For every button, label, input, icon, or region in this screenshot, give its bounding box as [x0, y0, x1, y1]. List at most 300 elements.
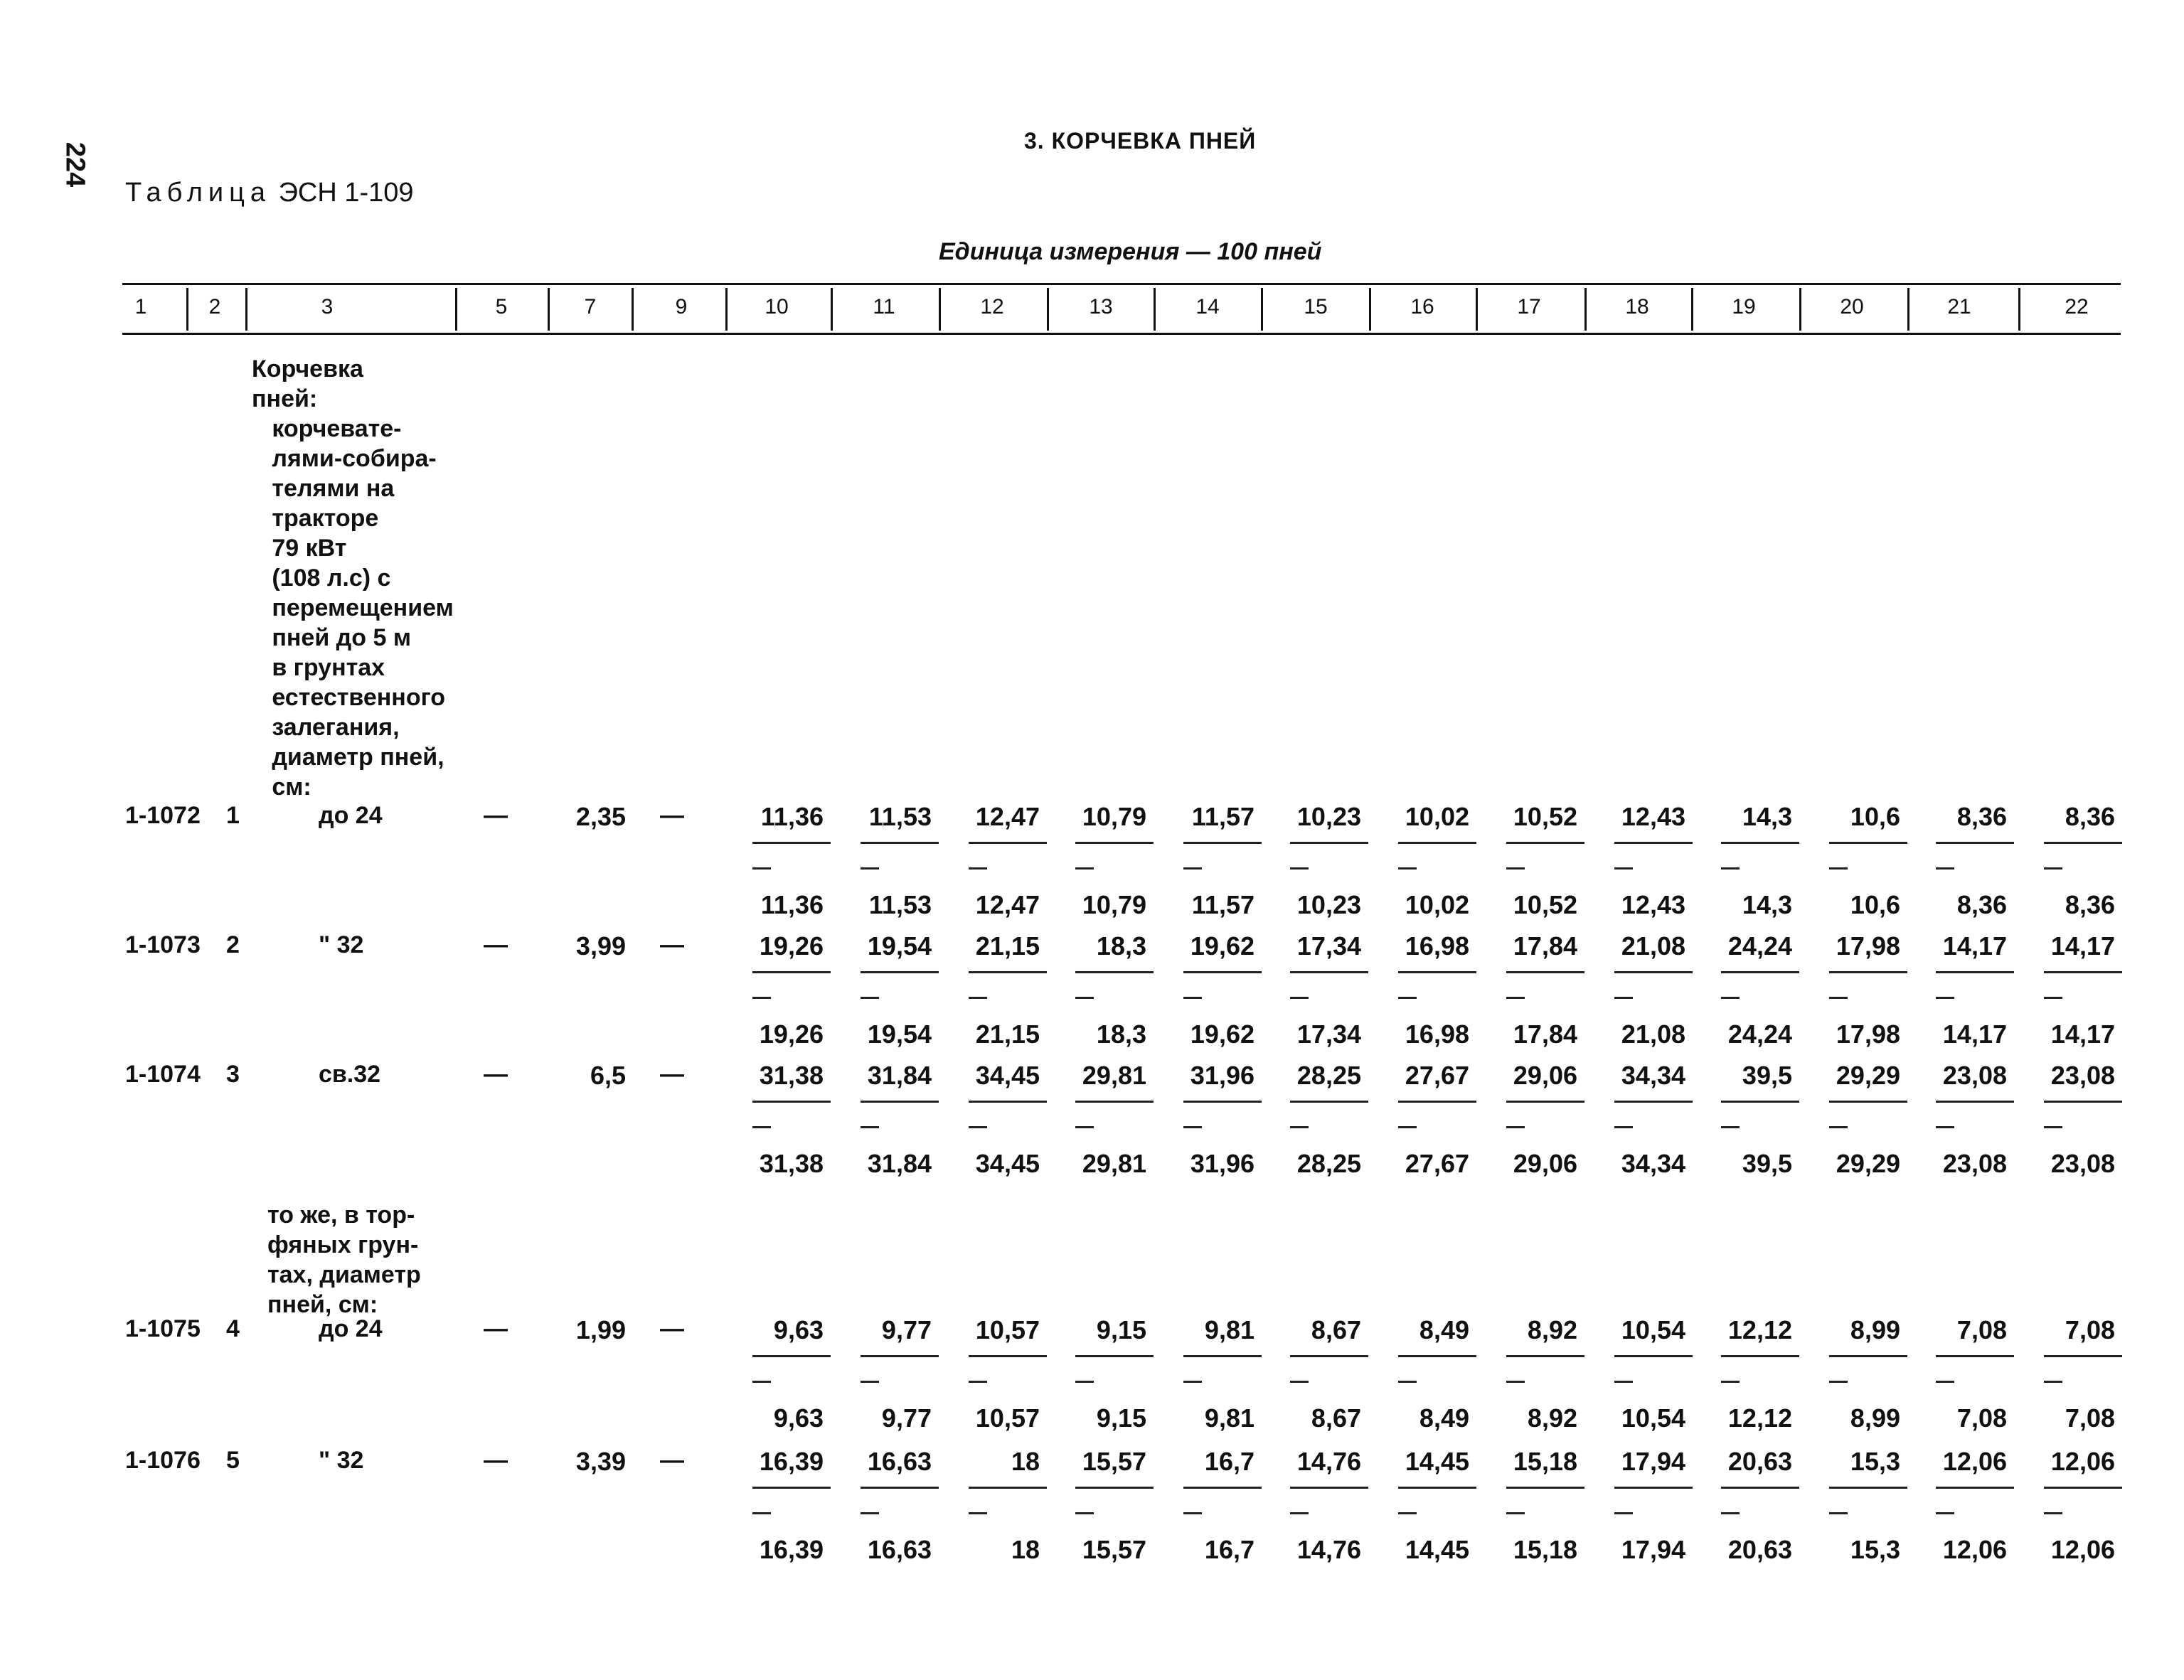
- value-denominator: 27,67: [1405, 1149, 1469, 1178]
- value-numerator: 19,54: [867, 931, 932, 961]
- fraction-bar: [861, 1487, 939, 1489]
- fraction-bar: [1075, 1487, 1154, 1489]
- header-col-14: 14: [1195, 295, 1220, 319]
- fraction-bar: [1183, 842, 1262, 844]
- value-numerator: 12,47: [975, 802, 1040, 831]
- value-numerator: 29,81: [1082, 1061, 1146, 1090]
- value-numerator: 8,99: [1850, 1315, 1900, 1344]
- group-description-natural-soil: Корчевка пней: корчевате- лями-собира- телями на тракторе 79 кВт (108 л.с) с перемещением пней до 5 м в грунтах естественного залегания, диаметр пней, см:: [252, 355, 454, 801]
- page-number: 224: [60, 141, 90, 188]
- value-denominator: 8,99: [1850, 1403, 1900, 1433]
- header-separator: [725, 288, 728, 331]
- fraction-bar: [861, 842, 939, 844]
- value-denominator: 8,92: [1527, 1403, 1577, 1433]
- denominator-dash: [2044, 1126, 2062, 1128]
- value-denominator: 16,39: [759, 1535, 824, 1564]
- header-separator: [548, 288, 550, 331]
- value-denominator: 14,17: [2050, 1020, 2115, 1049]
- value-denominator: 12,06: [2050, 1535, 2115, 1564]
- fraction-bar: [1614, 971, 1693, 973]
- value-numerator: 12,43: [1621, 802, 1685, 831]
- value-denominator: 19,26: [759, 1020, 824, 1049]
- row-code: 1-1073: [125, 931, 201, 958]
- denominator-dash: [2044, 1381, 2062, 1383]
- value-denominator: 20,63: [1727, 1535, 1792, 1564]
- value-numerator: 19,26: [759, 931, 824, 961]
- value-denominator: 23,08: [1942, 1149, 2007, 1178]
- fraction-bar: [1398, 1355, 1476, 1357]
- value-denominator: 19,62: [1190, 1020, 1255, 1049]
- header-col-18: 18: [1625, 295, 1649, 319]
- header-col-21: 21: [1947, 295, 1971, 319]
- value-denominator: 14,3: [1742, 890, 1792, 919]
- fraction-bar: [1829, 971, 1907, 973]
- header-separator: [1154, 288, 1156, 331]
- value-numerator: 9,63: [773, 1315, 824, 1344]
- denominator-dash: [1398, 997, 1417, 999]
- row-diameter-label: " 32: [319, 1447, 364, 1474]
- value-denominator: 31,96: [1190, 1149, 1255, 1178]
- denominator-dash: [969, 1126, 987, 1128]
- value-numerator: 11,57: [1191, 802, 1255, 831]
- fraction-bar: [1075, 1355, 1154, 1357]
- col7-value: 1,99: [575, 1315, 626, 1344]
- value-denominator: 39,5: [1742, 1149, 1792, 1178]
- fraction-bar: [1290, 842, 1368, 844]
- denominator-dash: [1936, 867, 1954, 870]
- fraction-bar: [1936, 1487, 2014, 1489]
- denominator-dash: [861, 1512, 879, 1514]
- fraction-bar: [1721, 1101, 1799, 1103]
- value-numerator: 17,94: [1621, 1447, 1685, 1476]
- value-denominator: 28,25: [1296, 1149, 1361, 1178]
- col9-value: —: [660, 931, 684, 958]
- header-col-20: 20: [1840, 295, 1864, 319]
- header-col-2: 2: [208, 295, 221, 319]
- row-code: 1-1076: [125, 1447, 201, 1474]
- denominator-dash: [1614, 1512, 1633, 1514]
- fraction-bar: [1506, 842, 1584, 844]
- denominator-dash: [752, 1381, 771, 1383]
- value-numerator: 8,67: [1311, 1315, 1361, 1344]
- col5-value: —: [484, 1447, 508, 1474]
- denominator-dash: [1183, 997, 1202, 999]
- fraction-bar: [2044, 842, 2122, 844]
- denominator-dash: [1506, 1126, 1525, 1128]
- denominator-dash: [1829, 1381, 1848, 1383]
- denominator-dash: [2044, 997, 2062, 999]
- value-denominator: 29,81: [1082, 1149, 1146, 1178]
- denominator-dash: [1936, 1381, 1954, 1383]
- value-denominator: 24,24: [1727, 1020, 1792, 1049]
- denominator-dash: [969, 997, 987, 999]
- value-numerator: 31,84: [867, 1061, 932, 1090]
- denominator-dash: [1614, 1126, 1633, 1128]
- header-col-16: 16: [1410, 295, 1434, 319]
- row-number: 4: [226, 1315, 240, 1342]
- fraction-bar: [969, 971, 1047, 973]
- value-denominator: 11,57: [1191, 890, 1255, 919]
- fraction-bar: [752, 842, 831, 844]
- fraction-bar: [1075, 842, 1154, 844]
- value-denominator: 17,34: [1296, 1020, 1361, 1049]
- denominator-dash: [1936, 1126, 1954, 1128]
- value-denominator: 7,08: [2065, 1403, 2115, 1433]
- value-denominator: 16,98: [1405, 1020, 1469, 1049]
- value-denominator: 10,6: [1850, 890, 1900, 919]
- value-numerator: 11,53: [868, 802, 932, 831]
- value-numerator: 15,57: [1082, 1447, 1146, 1476]
- value-numerator: 34,34: [1621, 1061, 1685, 1090]
- row-number: 2: [226, 931, 240, 958]
- value-denominator: 9,63: [773, 1403, 824, 1433]
- value-numerator: 14,17: [1942, 931, 2007, 961]
- fraction-bar: [1398, 1487, 1476, 1489]
- denominator-dash: [1721, 867, 1740, 870]
- denominator-dash: [861, 1126, 879, 1128]
- value-denominator: 31,84: [867, 1149, 932, 1178]
- fraction-bar: [2044, 971, 2122, 973]
- fraction-bar: [1506, 1487, 1584, 1489]
- col7-value: 3,99: [575, 931, 626, 961]
- denominator-dash: [1290, 867, 1309, 870]
- row-number: 5: [226, 1447, 240, 1474]
- denominator-dash: [1506, 1381, 1525, 1383]
- denominator-dash: [752, 1512, 771, 1514]
- value-numerator: 24,24: [1727, 931, 1792, 961]
- fraction-bar: [1506, 971, 1584, 973]
- value-denominator: 29,06: [1513, 1149, 1577, 1178]
- value-denominator: 9,15: [1096, 1403, 1146, 1433]
- fraction-bar: [1721, 1355, 1799, 1357]
- fraction-bar: [1290, 1487, 1368, 1489]
- row-code: 1-1072: [125, 802, 201, 829]
- col7-value: 2,35: [575, 802, 626, 831]
- value-numerator: 9,15: [1096, 1315, 1146, 1344]
- fraction-bar: [1614, 1101, 1693, 1103]
- col5-value: —: [484, 1315, 508, 1342]
- header-separator: [1691, 288, 1693, 331]
- value-denominator: 15,18: [1513, 1535, 1577, 1564]
- value-numerator: 8,92: [1527, 1315, 1577, 1344]
- value-denominator: 17,94: [1621, 1535, 1685, 1564]
- denominator-dash: [1506, 867, 1525, 870]
- value-numerator: 17,34: [1296, 931, 1361, 961]
- denominator-dash: [1614, 997, 1633, 999]
- denominator-dash: [1075, 867, 1094, 870]
- fraction-bar: [969, 1101, 1047, 1103]
- value-denominator: 15,3: [1850, 1535, 1900, 1564]
- fraction-bar: [1936, 1101, 2014, 1103]
- table-label-prefix: Таблица: [125, 178, 271, 208]
- value-numerator: 16,98: [1405, 931, 1469, 961]
- col9-value: —: [660, 1315, 684, 1342]
- header-separator: [632, 288, 634, 331]
- denominator-dash: [1290, 1126, 1309, 1128]
- denominator-dash: [1075, 997, 1094, 999]
- value-denominator: 8,36: [1956, 890, 2007, 919]
- value-numerator: 7,08: [2065, 1315, 2115, 1344]
- fraction-bar: [1721, 971, 1799, 973]
- value-denominator: 19,54: [867, 1020, 932, 1049]
- denominator-dash: [752, 997, 771, 999]
- value-numerator: 10,79: [1082, 802, 1146, 831]
- col9-value: —: [660, 1447, 684, 1474]
- header-col-19: 19: [1732, 295, 1756, 319]
- fraction-bar: [1290, 1101, 1368, 1103]
- denominator-dash: [1398, 1126, 1417, 1128]
- value-denominator: 18: [1011, 1535, 1040, 1564]
- header-separator: [1047, 288, 1049, 331]
- fraction-bar: [969, 1355, 1047, 1357]
- value-numerator: 14,3: [1742, 802, 1792, 831]
- denominator-dash: [1936, 997, 1954, 999]
- denominator-dash: [1075, 1381, 1094, 1383]
- fraction-bar: [1398, 971, 1476, 973]
- fraction-bar: [1183, 1355, 1262, 1357]
- value-denominator: 12,06: [1942, 1535, 2007, 1564]
- row-code: 1-1074: [125, 1061, 201, 1088]
- fraction-bar: [1290, 971, 1368, 973]
- header-col-17: 17: [1517, 295, 1541, 319]
- denominator-dash: [1614, 1381, 1633, 1383]
- value-denominator: 15,57: [1082, 1535, 1146, 1564]
- value-denominator: 8,49: [1419, 1403, 1469, 1433]
- fraction-bar: [1936, 971, 2014, 973]
- fraction-bar: [1506, 1101, 1584, 1103]
- header-separator: [1261, 288, 1263, 331]
- row-diameter-label: св.32: [319, 1061, 381, 1088]
- fraction-bar: [1721, 1487, 1799, 1489]
- header-bottom-rule: [122, 333, 2121, 335]
- fraction-bar: [1075, 1101, 1154, 1103]
- section-title: 3. КОРЧЕВКА ПНЕЙ: [1024, 128, 1257, 154]
- denominator-dash: [1290, 997, 1309, 999]
- header-separator: [1369, 288, 1371, 331]
- col7-value: 6,5: [590, 1061, 626, 1090]
- fraction-bar: [1290, 1355, 1368, 1357]
- fraction-bar: [1183, 1101, 1262, 1103]
- value-denominator: 21,08: [1621, 1020, 1685, 1049]
- header-col-11: 11: [873, 295, 895, 319]
- denominator-dash: [1183, 1381, 1202, 1383]
- denominator-dash: [1398, 867, 1417, 870]
- value-numerator: 20,63: [1727, 1447, 1792, 1476]
- fraction-bar: [1398, 842, 1476, 844]
- fraction-bar: [1183, 1487, 1262, 1489]
- value-denominator: 34,45: [975, 1149, 1040, 1178]
- value-denominator: 10,79: [1082, 890, 1146, 919]
- value-numerator: 7,08: [1956, 1315, 2007, 1344]
- fraction-bar: [1936, 1355, 2014, 1357]
- header-col-12: 12: [980, 295, 1004, 319]
- fraction-bar: [861, 1101, 939, 1103]
- value-denominator: 17,98: [1836, 1020, 1900, 1049]
- denominator-dash: [1506, 997, 1525, 999]
- denominator-dash: [752, 867, 771, 870]
- col5-value: —: [484, 802, 508, 829]
- value-numerator: 8,36: [2065, 802, 2115, 831]
- value-numerator: 17,84: [1513, 931, 1577, 961]
- value-numerator: 11,36: [760, 802, 824, 831]
- denominator-dash: [1936, 1512, 1954, 1514]
- value-numerator: 21,15: [975, 931, 1040, 961]
- value-denominator: 9,77: [881, 1403, 932, 1433]
- unit-of-measure: Единица измерения — 100 пней: [939, 238, 1322, 265]
- denominator-dash: [1506, 1512, 1525, 1514]
- col5-value: —: [484, 1061, 508, 1088]
- row-diameter-label: до 24: [319, 1315, 383, 1342]
- fraction-bar: [1614, 1355, 1693, 1357]
- row-code: 1-1075: [125, 1315, 201, 1342]
- denominator-dash: [1721, 1512, 1740, 1514]
- value-numerator: 14,17: [2050, 931, 2115, 961]
- fraction-bar: [752, 971, 831, 973]
- fraction-bar: [2044, 1487, 2122, 1489]
- fraction-bar: [1506, 1355, 1584, 1357]
- value-denominator: 12,47: [975, 890, 1040, 919]
- value-numerator: 29,06: [1513, 1061, 1577, 1090]
- header-separator: [831, 288, 833, 331]
- header-col-13: 13: [1089, 295, 1113, 319]
- denominator-dash: [1290, 1381, 1309, 1383]
- header-top-rule: [122, 283, 2121, 285]
- value-denominator: 16,7: [1204, 1535, 1255, 1564]
- header-separator: [939, 288, 941, 331]
- value-numerator: 12,06: [1942, 1447, 2007, 1476]
- fraction-bar: [1829, 842, 1907, 844]
- denominator-dash: [1290, 1512, 1309, 1514]
- value-numerator: 29,29: [1836, 1061, 1900, 1090]
- denominator-dash: [861, 867, 879, 870]
- value-numerator: 14,76: [1296, 1447, 1361, 1476]
- denominator-dash: [752, 1126, 771, 1128]
- fraction-bar: [1829, 1487, 1907, 1489]
- value-numerator: 10,6: [1850, 802, 1900, 831]
- value-numerator: 8,49: [1419, 1315, 1469, 1344]
- header-col-3: 3: [321, 295, 334, 319]
- header-col-9: 9: [675, 295, 688, 319]
- value-numerator: 16,39: [759, 1447, 824, 1476]
- value-denominator: 31,38: [759, 1149, 824, 1178]
- value-numerator: 19,62: [1190, 931, 1255, 961]
- value-denominator: 14,45: [1405, 1535, 1469, 1564]
- denominator-dash: [1075, 1126, 1094, 1128]
- denominator-dash: [1075, 1512, 1094, 1514]
- header-col-15: 15: [1304, 295, 1328, 319]
- value-numerator: 10,57: [975, 1315, 1040, 1344]
- value-denominator: 29,29: [1836, 1149, 1900, 1178]
- value-denominator: 10,54: [1621, 1403, 1685, 1433]
- col9-value: —: [660, 802, 684, 829]
- denominator-dash: [1829, 1512, 1848, 1514]
- denominator-dash: [969, 1512, 987, 1514]
- fraction-bar: [969, 842, 1047, 844]
- value-numerator: 31,96: [1190, 1061, 1255, 1090]
- fraction-bar: [2044, 1355, 2122, 1357]
- value-numerator: 31,38: [759, 1061, 824, 1090]
- header-col-5: 5: [495, 295, 508, 319]
- value-numerator: 28,25: [1296, 1061, 1361, 1090]
- value-numerator: 18,3: [1096, 931, 1146, 961]
- value-denominator: 9,81: [1204, 1403, 1255, 1433]
- denominator-dash: [1721, 1381, 1740, 1383]
- fraction-bar: [1183, 971, 1262, 973]
- value-numerator: 10,02: [1405, 802, 1469, 831]
- denominator-dash: [1398, 1512, 1417, 1514]
- denominator-dash: [2044, 867, 2062, 870]
- value-denominator: 10,57: [975, 1403, 1040, 1433]
- value-denominator: 17,84: [1513, 1020, 1577, 1049]
- value-denominator: 8,36: [2065, 890, 2115, 919]
- denominator-dash: [969, 1381, 987, 1383]
- value-numerator: 9,81: [1204, 1315, 1255, 1344]
- col5-value: —: [484, 931, 508, 958]
- value-denominator: 10,02: [1405, 890, 1469, 919]
- fraction-bar: [861, 1355, 939, 1357]
- header-separator: [1476, 288, 1478, 331]
- row-diameter-label: " 32: [319, 931, 364, 958]
- value-numerator: 34,45: [975, 1061, 1040, 1090]
- value-numerator: 23,08: [2050, 1061, 2115, 1090]
- value-numerator: 21,08: [1621, 931, 1685, 961]
- table-label-code: ЭСН 1-109: [278, 178, 414, 208]
- value-numerator: 15,3: [1850, 1447, 1900, 1476]
- fraction-bar: [1614, 842, 1693, 844]
- value-numerator: 10,54: [1621, 1315, 1685, 1344]
- denominator-dash: [1829, 867, 1848, 870]
- value-numerator: 16,7: [1204, 1447, 1255, 1476]
- value-denominator: 34,34: [1621, 1149, 1685, 1178]
- header-col-1: 1: [134, 295, 147, 319]
- fraction-bar: [2044, 1101, 2122, 1103]
- denominator-dash: [861, 1381, 879, 1383]
- fraction-bar: [752, 1487, 831, 1489]
- row-number: 3: [226, 1061, 240, 1088]
- denominator-dash: [1829, 997, 1848, 999]
- value-numerator: 12,12: [1727, 1315, 1792, 1344]
- value-denominator: 10,52: [1513, 890, 1577, 919]
- col7-value: 3,39: [575, 1447, 626, 1476]
- denominator-dash: [1829, 1126, 1848, 1128]
- value-numerator: 10,23: [1296, 802, 1361, 831]
- value-numerator: 39,5: [1742, 1061, 1792, 1090]
- fraction-bar: [861, 971, 939, 973]
- value-numerator: 9,77: [881, 1315, 932, 1344]
- denominator-dash: [1398, 1381, 1417, 1383]
- fraction-bar: [1936, 842, 2014, 844]
- denominator-dash: [1614, 867, 1633, 870]
- fraction-bar: [752, 1101, 831, 1103]
- col9-value: —: [660, 1061, 684, 1088]
- value-numerator: 14,45: [1405, 1447, 1469, 1476]
- denominator-dash: [1721, 997, 1740, 999]
- denominator-dash: [1183, 1126, 1202, 1128]
- header-separator: [245, 288, 247, 331]
- value-denominator: 12,43: [1621, 890, 1685, 919]
- header-separator: [1584, 288, 1587, 331]
- fraction-bar: [1614, 1487, 1693, 1489]
- denominator-dash: [861, 997, 879, 999]
- group-description-peat-soil: то же, в тор- фяных грун- тах, диаметр пней, см:: [267, 1202, 421, 1318]
- fraction-bar: [752, 1355, 831, 1357]
- fraction-bar: [1721, 842, 1799, 844]
- header-separator: [2018, 288, 2020, 331]
- fraction-bar: [1829, 1355, 1907, 1357]
- value-numerator: 12,06: [2050, 1447, 2115, 1476]
- header-separator: [455, 288, 457, 331]
- denominator-dash: [969, 867, 987, 870]
